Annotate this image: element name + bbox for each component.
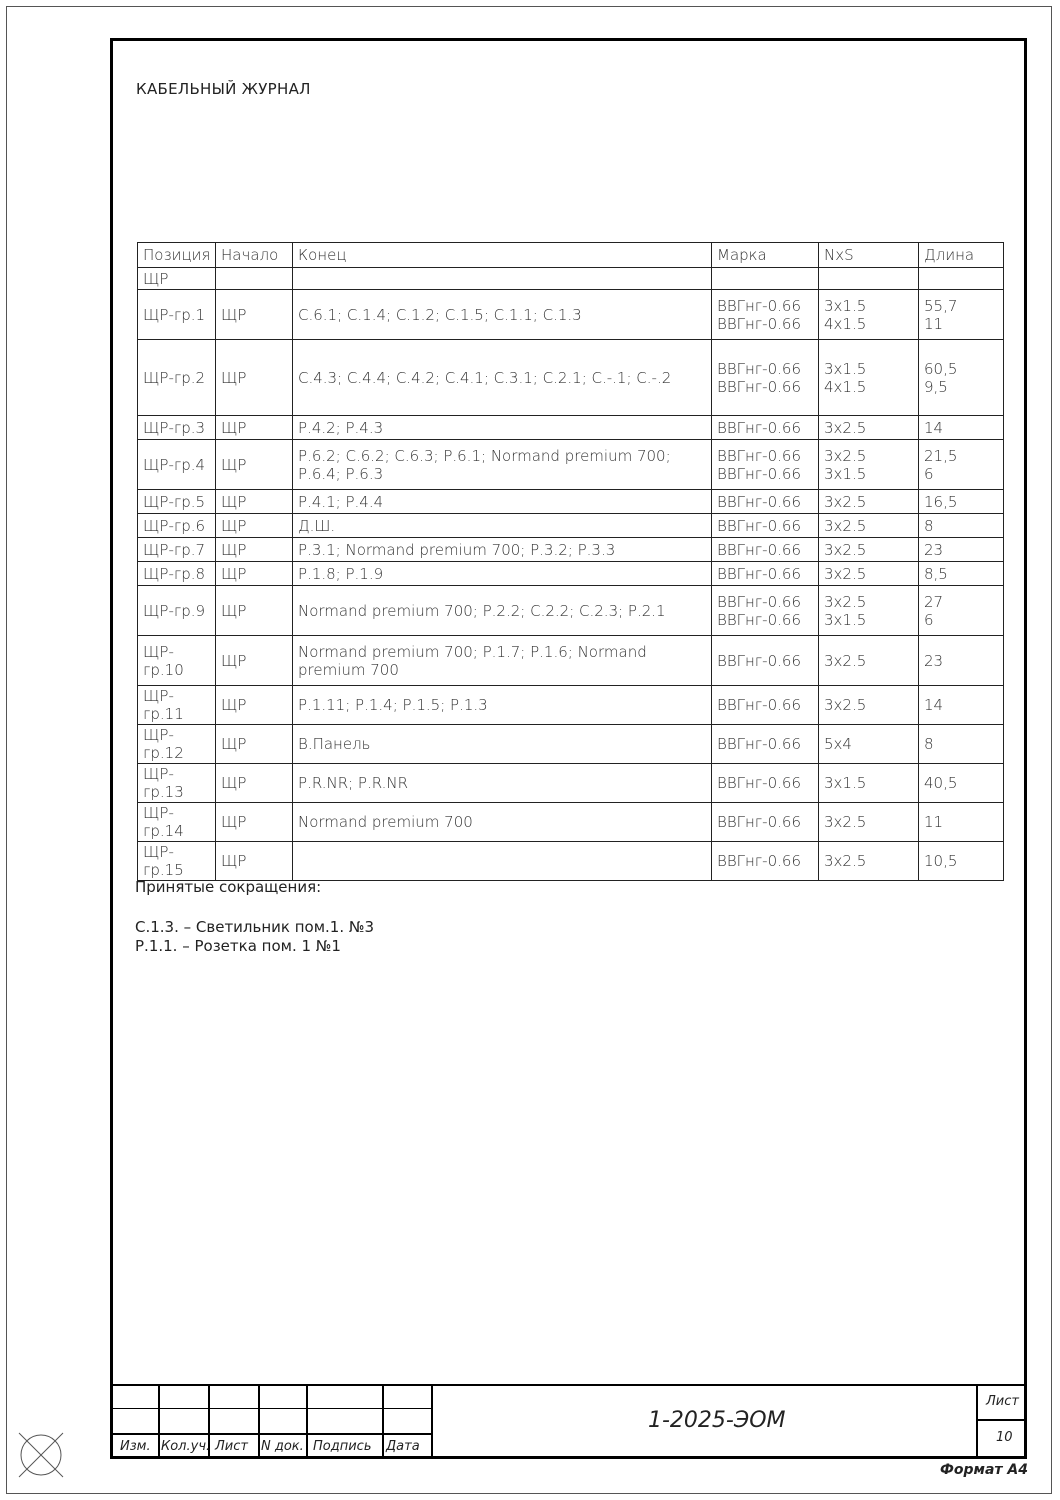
cell-mark — [712, 636, 819, 686]
cell-nxs — [819, 268, 919, 290]
table-row — [138, 725, 1004, 764]
cell-position: ЩР-гр.15 — [138, 842, 216, 881]
mark-value: ВВГнг-0.66 — [717, 296, 801, 315]
stamp-sheet-label: Лист — [986, 1394, 1019, 1409]
len-value: 6 — [924, 610, 934, 629]
cell-end: Р.4.2; Р.4.3 — [293, 416, 712, 440]
cell-mark — [712, 268, 819, 290]
abbreviations-list — [135, 918, 374, 956]
mark-value: ВВГнг-0.66 — [717, 516, 801, 535]
cell-mark — [712, 290, 819, 340]
nxs-value: 3x2.5 — [824, 592, 867, 611]
cell-position: ЩР-гр.7 — [138, 538, 216, 562]
cell-mark — [712, 440, 819, 490]
cell-nxs — [819, 514, 919, 538]
cell-mark — [712, 803, 819, 842]
nxs-value: 3x1.5 — [824, 464, 867, 483]
nxs-value: 3x1.5 — [824, 610, 867, 629]
mark-value: ВВГнг-0.66 — [717, 592, 801, 611]
cell-start: ЩР — [216, 636, 293, 686]
cell-mark — [712, 686, 819, 725]
cell-end — [293, 842, 712, 881]
table-row — [138, 686, 1004, 725]
cell-nxs — [819, 636, 919, 686]
cell-start: ЩР — [216, 490, 293, 514]
cell-len — [919, 490, 1004, 514]
table-row — [138, 340, 1004, 416]
len-value: 23 — [924, 651, 944, 670]
cell-nxs — [819, 764, 919, 803]
mark-value: ВВГнг-0.66 — [717, 813, 801, 831]
cell-start: ЩР — [216, 514, 293, 538]
nxs-value: 3x2.5 — [824, 852, 867, 870]
table-row — [138, 268, 1004, 290]
stamp-col-ndok: N док. — [261, 1439, 304, 1454]
table-row — [138, 490, 1004, 514]
len-value: 6 — [924, 464, 934, 483]
cell-position: ЩР-гр.12 — [138, 725, 216, 764]
cell-end: Р.4.1; Р.4.4 — [293, 490, 712, 514]
cell-nxs — [819, 416, 919, 440]
table-header-row — [138, 243, 1004, 268]
len-value: 55,7 — [924, 296, 958, 315]
cell-position: ЩР-гр.8 — [138, 562, 216, 586]
cell-nxs — [819, 803, 919, 842]
cell-start: ЩР — [216, 803, 293, 842]
header-cell: Начало — [216, 243, 293, 268]
cell-end: Normand premium 700 — [293, 803, 712, 842]
cell-position: ЩР-гр.1 — [138, 290, 216, 340]
cell-nxs — [819, 440, 919, 490]
sheet-format: Формат А4 — [940, 1462, 1028, 1478]
table-row — [138, 586, 1004, 636]
cell-start: ЩР — [216, 586, 293, 636]
nxs-value: 3x2.5 — [824, 516, 867, 535]
header-cell: Конец — [293, 243, 712, 268]
header-cell: Позиция — [138, 243, 216, 268]
document-title: КАБЕЛЬНЫЙ ЖУРНАЛ — [136, 80, 311, 98]
mark-value: ВВГнг-0.66 — [717, 377, 801, 396]
nxs-value: 3x2.5 — [824, 418, 867, 437]
cell-len — [919, 725, 1004, 764]
cell-len — [919, 538, 1004, 562]
table-row — [138, 440, 1004, 490]
cell-start: ЩР — [216, 440, 293, 490]
nxs-value: 3x2.5 — [824, 564, 867, 583]
cell-nxs — [819, 340, 919, 416]
nxs-value: 3x2.5 — [824, 813, 867, 831]
mark-value: ВВГнг-0.66 — [717, 774, 801, 792]
cell-mark — [712, 764, 819, 803]
mark-value: ВВГнг-0.66 — [717, 735, 801, 753]
table-row — [138, 764, 1004, 803]
nxs-value: 3x2.5 — [824, 540, 867, 559]
cell-end: Normand premium 700; Р.1.7; Р.1.6; Normand premium 700 — [293, 636, 712, 686]
abbreviation-item: С.1.3. – Светильник пом.1. №3 — [135, 918, 375, 936]
len-value: 11 — [924, 813, 944, 831]
len-value: 14 — [924, 418, 944, 437]
table-row — [138, 514, 1004, 538]
cell-end: Р.R.NR; Р.R.NR — [293, 764, 712, 803]
cell-len — [919, 440, 1004, 490]
cell-position: ЩР-гр.2 — [138, 340, 216, 416]
cell-nxs — [819, 538, 919, 562]
mark-value: ВВГнг-0.66 — [717, 610, 801, 629]
cell-end: Р.1.8; Р.1.9 — [293, 562, 712, 586]
cell-len — [919, 586, 1004, 636]
cell-nxs — [819, 290, 919, 340]
table-row — [138, 803, 1004, 842]
cell-len — [919, 340, 1004, 416]
cell-len — [919, 290, 1004, 340]
cell-mark — [712, 562, 819, 586]
nxs-value: 3x2.5 — [824, 446, 867, 465]
stamp-col-list: Лист — [215, 1439, 248, 1454]
mark-value: ВВГнг-0.66 — [717, 464, 801, 483]
len-value: 60,5 — [924, 359, 958, 378]
nxs-value: 4x1.5 — [824, 314, 867, 333]
title-block — [110, 1384, 1027, 1459]
cell-len — [919, 842, 1004, 881]
stamp-sheet-number: 10 — [996, 1430, 1013, 1445]
stamp-col-koluch: Кол.уч. — [161, 1439, 211, 1454]
header-cell: Марка — [712, 243, 819, 268]
mark-value: ВВГнг-0.66 — [717, 418, 801, 437]
nxs-value: 3x2.5 — [824, 492, 867, 511]
abbreviations-heading: Принятые сокращения: — [135, 878, 322, 896]
cell-len — [919, 562, 1004, 586]
len-value: 16,5 — [924, 492, 958, 511]
len-value: 8 — [924, 735, 934, 753]
len-value: 10,5 — [924, 852, 958, 870]
cell-end — [293, 268, 712, 290]
len-value: 27 — [924, 592, 944, 611]
cell-position: ЩР-гр.10 — [138, 636, 216, 686]
stamp-col-podpis: Подпись — [313, 1439, 372, 1454]
len-value: 21,5 — [924, 446, 958, 465]
len-value: 8 — [924, 516, 934, 535]
nxs-value: 4x1.5 — [824, 377, 867, 396]
stamp-col-data: Дата — [386, 1439, 420, 1454]
table-row — [138, 538, 1004, 562]
len-value: 40,5 — [924, 774, 958, 792]
mark-value: ВВГнг-0.66 — [717, 359, 801, 378]
cell-start: ЩР — [216, 764, 293, 803]
cell-len — [919, 686, 1004, 725]
abbreviation-item: Р.1.1. – Розетка пом. 1 №1 — [135, 937, 341, 955]
cell-start: ЩР — [216, 290, 293, 340]
cell-nxs — [819, 586, 919, 636]
cell-nxs — [819, 686, 919, 725]
mark-value: ВВГнг-0.66 — [717, 540, 801, 559]
cell-len — [919, 514, 1004, 538]
nxs-value: 3x2.5 — [824, 696, 867, 714]
cell-position: ЩР-гр.13 — [138, 764, 216, 803]
len-value: 9,5 — [924, 377, 948, 396]
cell-mark — [712, 490, 819, 514]
mark-value: ВВГнг-0.66 — [717, 852, 801, 870]
cell-len — [919, 416, 1004, 440]
cell-start: ЩР — [216, 340, 293, 416]
mark-value: ВВГнг-0.66 — [717, 314, 801, 333]
cell-position: ЩР-гр.11 — [138, 686, 216, 725]
nxs-value: 3x2.5 — [824, 651, 867, 670]
cell-len — [919, 764, 1004, 803]
cell-end: С.6.1; С.1.4; С.1.2; С.1.5; С.1.1; С.1.3 — [293, 290, 712, 340]
nxs-value: 3x1.5 — [824, 359, 867, 378]
len-value: 23 — [924, 540, 944, 559]
cell-mark — [712, 514, 819, 538]
cell-mark — [712, 842, 819, 881]
crosshair-mark-icon — [16, 1430, 66, 1480]
cell-position: ЩР-гр.9 — [138, 586, 216, 636]
stamp-col-izm: Изм. — [120, 1439, 151, 1454]
header-cell: NxS — [819, 243, 919, 268]
cell-start: ЩР — [216, 725, 293, 764]
cell-end: Д.Ш. — [293, 514, 712, 538]
cell-mark — [712, 340, 819, 416]
cell-end: В.Панель — [293, 725, 712, 764]
cell-position: ЩР — [138, 268, 216, 290]
document-code: 1-2025-ЭОМ — [648, 1408, 786, 1433]
cell-end: Р.1.11; Р.1.4; Р.1.5; Р.1.3 — [293, 686, 712, 725]
cell-mark — [712, 416, 819, 440]
cell-mark — [712, 725, 819, 764]
cell-position: ЩР-гр.4 — [138, 440, 216, 490]
mark-value: ВВГнг-0.66 — [717, 492, 801, 511]
table-row — [138, 636, 1004, 686]
nxs-value: 3x1.5 — [824, 296, 867, 315]
nxs-value: 5x4 — [824, 735, 852, 753]
cell-mark — [712, 538, 819, 562]
len-value: 8,5 — [924, 564, 948, 583]
mark-value: ВВГнг-0.66 — [717, 651, 801, 670]
cell-start — [216, 268, 293, 290]
len-value: 11 — [924, 314, 944, 333]
cell-start: ЩР — [216, 842, 293, 881]
len-value: 14 — [924, 696, 944, 714]
cell-len — [919, 803, 1004, 842]
cell-nxs — [819, 562, 919, 586]
cell-end: Normand premium 700; Р.2.2; С.2.2; С.2.3; Р.2.1 — [293, 586, 712, 636]
cell-len — [919, 636, 1004, 686]
table-row — [138, 290, 1004, 340]
mark-value: ВВГнг-0.66 — [717, 696, 801, 714]
cell-end: Р.3.1; Normand premium 700; Р.3.2; Р.3.3 — [293, 538, 712, 562]
header-cell: Длина — [919, 243, 1004, 268]
cell-position: ЩР-гр.5 — [138, 490, 216, 514]
table-row — [138, 562, 1004, 586]
cell-start: ЩР — [216, 416, 293, 440]
cell-position: ЩР-гр.6 — [138, 514, 216, 538]
cell-end: С.4.3; С.4.4; С.4.2; С.4.1; С.3.1; С.2.1; С.-.1; С.-.2 — [293, 340, 712, 416]
table-row — [138, 842, 1004, 881]
cell-mark — [712, 586, 819, 636]
nxs-value: 3x1.5 — [824, 774, 867, 792]
cell-len — [919, 268, 1004, 290]
mark-value: ВВГнг-0.66 — [717, 564, 801, 583]
cell-nxs — [819, 490, 919, 514]
cell-start: ЩР — [216, 538, 293, 562]
cell-nxs — [819, 842, 919, 881]
mark-value: ВВГнг-0.66 — [717, 446, 801, 465]
cell-start: ЩР — [216, 686, 293, 725]
table-row — [138, 416, 1004, 440]
cell-position: ЩР-гр.14 — [138, 803, 216, 842]
cable-journal-table — [137, 242, 1004, 881]
cell-start: ЩР — [216, 562, 293, 586]
cell-end: Р.6.2; С.6.2; С.6.3; Р.6.1; Normand premium 700; Р.6.4; Р.6.3 — [293, 440, 712, 490]
cell-position: ЩР-гр.3 — [138, 416, 216, 440]
cell-nxs — [819, 725, 919, 764]
